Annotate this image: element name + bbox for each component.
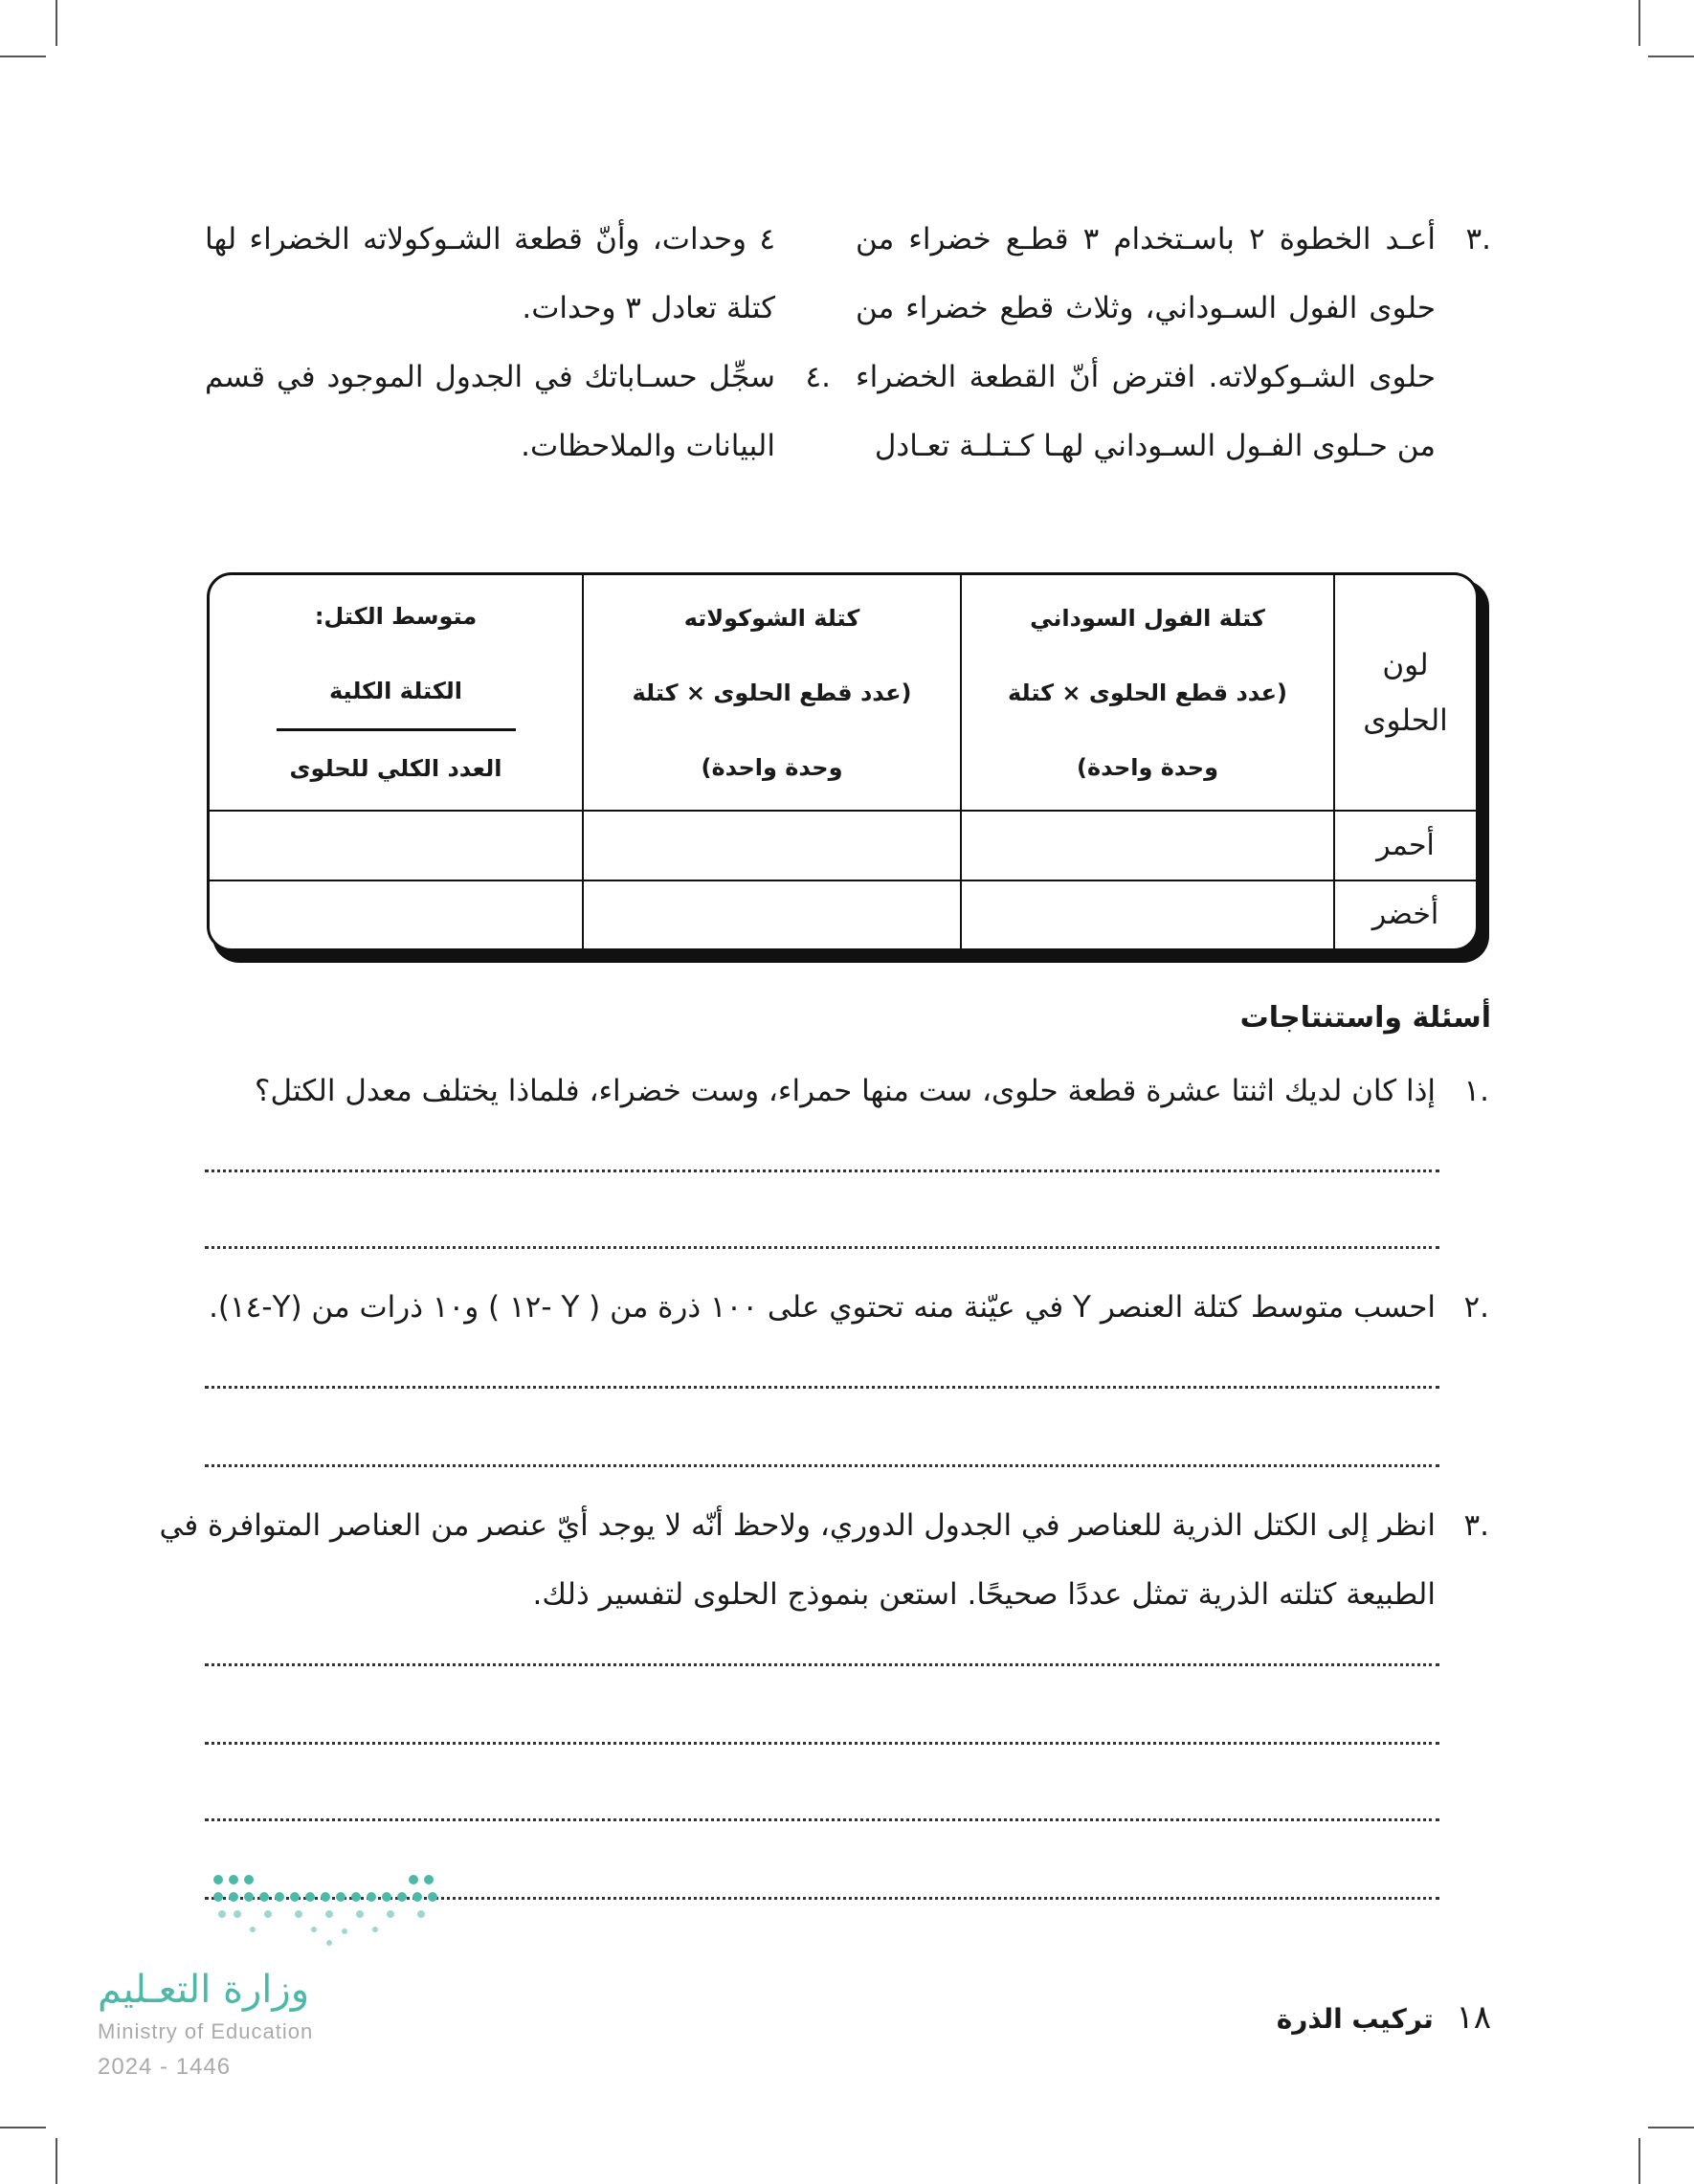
data-table — [207, 572, 1479, 951]
crop-mark — [0, 2127, 46, 2128]
cell-peanut-mass-red[interactable] — [961, 811, 1334, 880]
ministry-name-ar: وزارة التعـليم — [98, 1968, 310, 2012]
table-row — [210, 811, 1476, 880]
question-2 — [201, 1273, 1489, 1342]
step-3 — [856, 205, 1491, 480]
question-text: إذا كان لديك اثنتا عشرة قطعة حلوى، ست منها حمراء، وست خضراء، فلماذا يختلف معدل الكتل؟ — [255, 1074, 1436, 1108]
step-text: سجِّل حسـاباتك في الجدول الموجود في قسم البيانات والملاحظات. — [205, 360, 775, 463]
step-3-continuation — [205, 205, 775, 343]
crop-mark — [0, 56, 46, 57]
crop-mark — [1648, 2127, 1694, 2128]
header-text: كتلة الشوكولاته — [683, 604, 860, 632]
question-3 — [147, 1491, 1489, 1629]
header-text: متوسط الكتل: — [314, 603, 478, 630]
table-row — [210, 880, 1476, 948]
header-peanut-mass — [961, 575, 1334, 811]
fraction-denominator: العدد الكلي للحلوى — [289, 755, 502, 782]
header-text: وحدة واحدة) — [1076, 753, 1219, 781]
answer-line[interactable] — [205, 1464, 1439, 1467]
header-chocolate-mass — [583, 575, 961, 811]
header-candy-color — [1334, 575, 1476, 811]
header-text: وحدة واحدة) — [701, 753, 843, 781]
header-average-mass — [210, 575, 583, 811]
cell-average-mass-red[interactable] — [210, 811, 583, 880]
answer-line[interactable] — [205, 1663, 1439, 1666]
question-1 — [201, 1057, 1489, 1125]
header-text: (عدد قطع الحلوى × كتلة — [1007, 679, 1288, 706]
row-color-label: أخضر — [1334, 880, 1476, 948]
section-title: أسئلة واستنتاجات — [1239, 1001, 1491, 1035]
question-number: .١ — [1463, 1074, 1489, 1108]
question-number: .٢ — [1463, 1290, 1489, 1325]
header-text: (عدد قطع الحلوى × كتلة — [632, 679, 912, 706]
answer-line[interactable] — [205, 1742, 1439, 1745]
crop-mark — [1638, 2138, 1640, 2184]
cell-average-mass-green[interactable] — [210, 880, 583, 948]
step-number: .٣ — [1465, 222, 1491, 256]
page-number: ١٨ — [1456, 1998, 1491, 2037]
chapter-title: تركيب الذرة — [1276, 2003, 1434, 2035]
step-text: ٤ وحدات، وأنّ قطعة الشـوكولاته الخضراء لها كتلة تعادل ٣ وحدات. — [205, 222, 775, 325]
header-text: كتلة الفول السوداني — [1030, 604, 1265, 632]
ministry-logo-icon — [209, 1872, 448, 1949]
header-text: الحلوى — [1363, 702, 1448, 738]
answer-line[interactable] — [205, 1246, 1439, 1249]
crop-mark — [1638, 0, 1640, 46]
cell-peanut-mass-green[interactable] — [961, 880, 1334, 948]
answer-line[interactable] — [205, 1386, 1439, 1389]
step-number: .٤ — [805, 360, 831, 394]
crop-mark — [56, 0, 57, 46]
cell-chocolate-mass-red[interactable] — [583, 811, 961, 880]
crop-mark — [1648, 56, 1694, 57]
step-4 — [205, 343, 831, 480]
question-text: انظر إلى الكتل الذرية للعناصر في الجدول الدوري، ولاحظ أنّه لا يوجد أيّ عنصر من العناصر المتوافرة في الطبيعة كتلته الذرية تمثل عددًا صحيحًا. استعن بنموذج الحلوى لتفسير ذلك. — [159, 1508, 1436, 1612]
cell-chocolate-mass-green[interactable] — [583, 880, 961, 948]
question-number: .٣ — [1463, 1508, 1489, 1543]
row-color-label: أحمر — [1334, 811, 1476, 880]
answer-line[interactable] — [205, 1818, 1439, 1821]
question-text: احسب متوسط كتلة العنصر Y في عيّنة منه تحتوي على ١٠٠ ذرة من ( Y -١٢ ) و١٠ ذرات من (Y-١٤). — [209, 1290, 1436, 1325]
crop-mark — [56, 2138, 57, 2184]
ministry-name-en: Ministry of Education — [98, 2019, 314, 2043]
header-text: لون — [1382, 647, 1429, 682]
answer-line[interactable] — [205, 1170, 1439, 1172]
step-text: أعـد الخطوة ٢ باسـتخدام ٣ قطـع خضراء من حلوى الفول السـوداني، وثلاث قطع خضراء من حلوى الشـوكولاته. افترض أنّ القطعة الخضراء من حـلوى الفـول السـوداني لهـا كـتـلـة تعـادل — [856, 222, 1436, 463]
edition-year: 2024 - 1446 — [98, 2054, 232, 2080]
fraction-numerator: الكتلة الكلية — [328, 678, 463, 704]
page-footer — [1277, 1998, 1491, 2037]
